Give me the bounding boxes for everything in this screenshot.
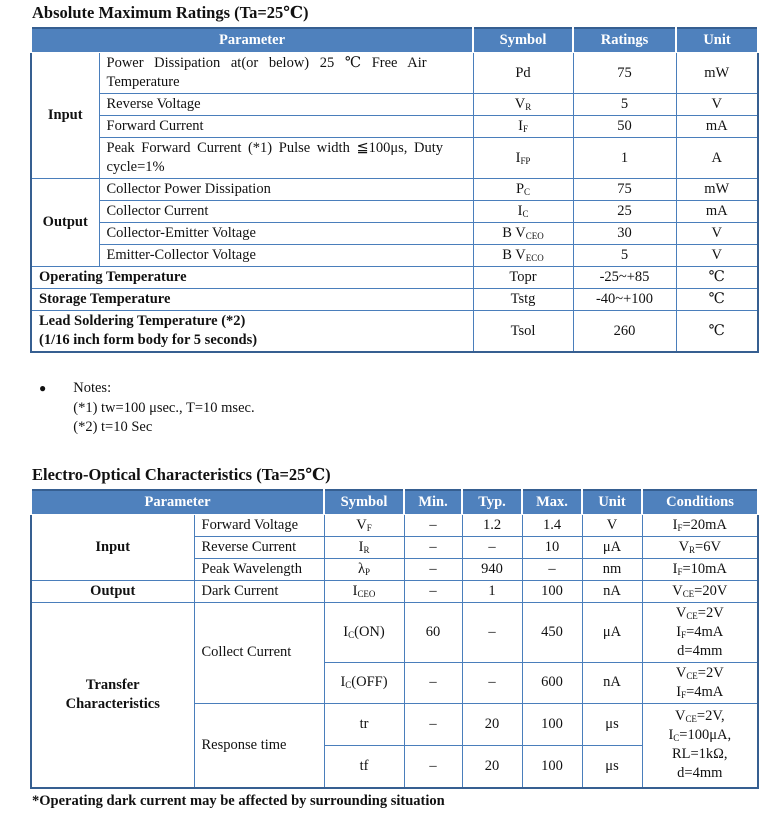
parameter-cell: Reverse Current: [194, 536, 324, 558]
parameter-cell: Forward Voltage: [194, 514, 324, 536]
value-cell: 100: [522, 580, 582, 602]
column-header: Unit: [582, 490, 642, 515]
value-cell: $I_F$: [473, 116, 573, 138]
row-group-cell: Input: [31, 514, 194, 580]
table-row: [31, 116, 758, 138]
value-cell: Topr: [473, 267, 573, 289]
notes-label: Notes:: [73, 380, 112, 396]
value-cell: –: [462, 662, 522, 703]
footnote: *Operating dark current may be affected by surrounding situation: [32, 792, 445, 809]
value-cell: μs: [582, 745, 642, 788]
value-cell: –: [522, 558, 582, 580]
parameter-cell: Lead Soldering Temperature (*2) (1/16 inch form body for 5 seconds): [31, 311, 473, 353]
value-cell: $I_R$: [324, 536, 404, 558]
value-cell: $V_{CE}=2V$ $I_F=4mA$ d=4mm: [642, 602, 758, 662]
value-cell: 75: [573, 53, 676, 94]
parameter-cell: Forward Current: [99, 116, 473, 138]
value-cell: $V_{CE}=20V$: [642, 580, 758, 602]
value-cell: $I_F=10mA$: [642, 558, 758, 580]
table-row: [31, 138, 758, 179]
value-cell: V: [676, 245, 758, 267]
bullet-icon: ●: [39, 381, 47, 395]
value-cell: B $V_{CEO}$: [473, 223, 573, 245]
table-row: [31, 602, 758, 662]
value-cell: $V_R=6V$: [642, 536, 758, 558]
parameter-cell: Storage Temperature: [31, 289, 473, 311]
table-row: [31, 311, 758, 353]
value-cell: 5: [573, 245, 676, 267]
notes-body: [73, 379, 254, 438]
value-cell: 1: [573, 138, 676, 179]
value-cell: 600: [522, 662, 582, 703]
section-title-electro-optical-characteristics: Electro-Optical Characteristics (Ta=25℃): [32, 464, 331, 484]
parameter-cell: Response time: [194, 703, 324, 788]
table-row: [31, 223, 758, 245]
table-row: [31, 94, 758, 116]
parameter-cell: Collector Current: [99, 201, 473, 223]
value-cell: Pd: [473, 53, 573, 94]
row-group-cell: Output: [31, 580, 194, 602]
parameter-cell: Reverse Voltage: [99, 94, 473, 116]
value-cell: –: [404, 703, 462, 745]
column-header: Min.: [404, 490, 462, 515]
column-header: Parameter: [31, 28, 473, 53]
value-cell: –: [404, 514, 462, 536]
value-cell: $I_{CEO}$: [324, 580, 404, 602]
column-header: Max.: [522, 490, 582, 515]
column-header: Symbol: [473, 28, 573, 53]
value-cell: Tsol: [473, 311, 573, 353]
value-cell: –: [404, 662, 462, 703]
electro-optical-characteristics-table: [30, 489, 759, 789]
parameter-cell: Collect Current: [194, 602, 324, 703]
table-row: [31, 245, 758, 267]
parameter-cell: Peak Forward Current (*1) Pulse width ≦100μs, Duty cycle=1%: [99, 138, 473, 179]
value-cell: μA: [582, 602, 642, 662]
value-cell: tf: [324, 745, 404, 788]
value-cell: mA: [676, 201, 758, 223]
value-cell: nA: [582, 580, 642, 602]
value-cell: 20: [462, 745, 522, 788]
column-header: Ratings: [573, 28, 676, 53]
value-cell: $I_C(OFF)$: [324, 662, 404, 703]
value-cell: –: [404, 580, 462, 602]
value-cell: μA: [582, 536, 642, 558]
note-line: (*2) t=10 Sec: [73, 419, 153, 435]
table-body: [31, 514, 758, 788]
header-row: [31, 28, 758, 53]
table-row: [31, 267, 758, 289]
table-body: [31, 53, 758, 353]
value-cell: $\lambda_P$: [324, 558, 404, 580]
value-cell: 30: [573, 223, 676, 245]
value-cell: $V_F$: [324, 514, 404, 536]
note-line: (*1) tw=100 μsec., T=10 msec.: [73, 399, 255, 416]
value-cell: 50: [573, 116, 676, 138]
parameter-cell: Collector-Emitter Voltage: [99, 223, 473, 245]
value-cell: $I_F=20mA$: [642, 514, 758, 536]
value-cell: -40~+100: [573, 289, 676, 311]
row-group-cell: Input: [31, 53, 99, 179]
parameter-cell: Power Dissipation at(or below) 25 ℃ Free Air Temperature: [99, 53, 473, 94]
row-group-cell: Transfer Characteristics: [31, 602, 194, 788]
value-cell: mW: [676, 53, 758, 94]
parameter-cell: Peak Wavelength: [194, 558, 324, 580]
value-cell: $I_{FP}$: [473, 138, 573, 179]
table-head: [31, 490, 758, 515]
absolute-maximum-ratings-table: [30, 27, 759, 353]
value-cell: nA: [582, 662, 642, 703]
value-cell: $V_R$: [473, 94, 573, 116]
value-cell: $V_{CE}=2V$, $I_C=100\mu A$, RL=1kΩ, d=4mm: [642, 703, 758, 788]
value-cell: 1: [462, 580, 522, 602]
column-header: Unit: [676, 28, 758, 53]
value-cell: $P_C$: [473, 179, 573, 201]
value-cell: V: [582, 514, 642, 536]
value-cell: –: [404, 745, 462, 788]
table-row: [31, 179, 758, 201]
notes-block: [39, 379, 757, 438]
value-cell: 25: [573, 201, 676, 223]
value-cell: 100: [522, 703, 582, 745]
value-cell: B $V_{ECO}$: [473, 245, 573, 267]
value-cell: –: [462, 536, 522, 558]
value-cell: 20: [462, 703, 522, 745]
value-cell: 75: [573, 179, 676, 201]
value-cell: $V_{CE}=2V$ $I_F=4mA$: [642, 662, 758, 703]
value-cell: V: [676, 94, 758, 116]
value-cell: 60: [404, 602, 462, 662]
value-cell: ℃: [676, 267, 758, 289]
value-cell: A: [676, 138, 758, 179]
parameter-cell: Collector Power Dissipation: [99, 179, 473, 201]
value-cell: –: [404, 536, 462, 558]
table-row: [31, 201, 758, 223]
header-row: [31, 490, 758, 515]
value-cell: tr: [324, 703, 404, 745]
section-title-absolute-maximum-ratings: Absolute Maximum Ratings (Ta=25℃): [32, 3, 309, 22]
value-cell: nm: [582, 558, 642, 580]
value-cell: V: [676, 223, 758, 245]
column-header: Symbol: [324, 490, 404, 515]
value-cell: -25~+85: [573, 267, 676, 289]
value-cell: 5: [573, 94, 676, 116]
value-cell: –: [404, 558, 462, 580]
table-head: [31, 28, 758, 53]
value-cell: 10: [522, 536, 582, 558]
value-cell: $I_C$: [473, 201, 573, 223]
parameter-cell: Dark Current: [194, 580, 324, 602]
value-cell: 1.4: [522, 514, 582, 536]
value-cell: $I_C(ON)$: [324, 602, 404, 662]
value-cell: 1.2: [462, 514, 522, 536]
column-header: Parameter: [31, 490, 324, 515]
value-cell: μs: [582, 703, 642, 745]
value-cell: 940: [462, 558, 522, 580]
column-header: Conditions: [642, 490, 758, 515]
value-cell: mW: [676, 179, 758, 201]
value-cell: 450: [522, 602, 582, 662]
table-row: [31, 580, 758, 602]
parameter-cell: Emitter-Collector Voltage: [99, 245, 473, 267]
value-cell: 260: [573, 311, 676, 353]
column-header: Typ.: [462, 490, 522, 515]
row-group-cell: Output: [31, 179, 99, 267]
table-row: [31, 514, 758, 536]
table-row: [31, 53, 758, 94]
value-cell: 100: [522, 745, 582, 788]
value-cell: ℃: [676, 289, 758, 311]
value-cell: –: [462, 602, 522, 662]
parameter-cell: Operating Temperature: [31, 267, 473, 289]
value-cell: ℃: [676, 311, 758, 353]
value-cell: Tstg: [473, 289, 573, 311]
value-cell: mA: [676, 116, 758, 138]
table-row: [31, 289, 758, 311]
